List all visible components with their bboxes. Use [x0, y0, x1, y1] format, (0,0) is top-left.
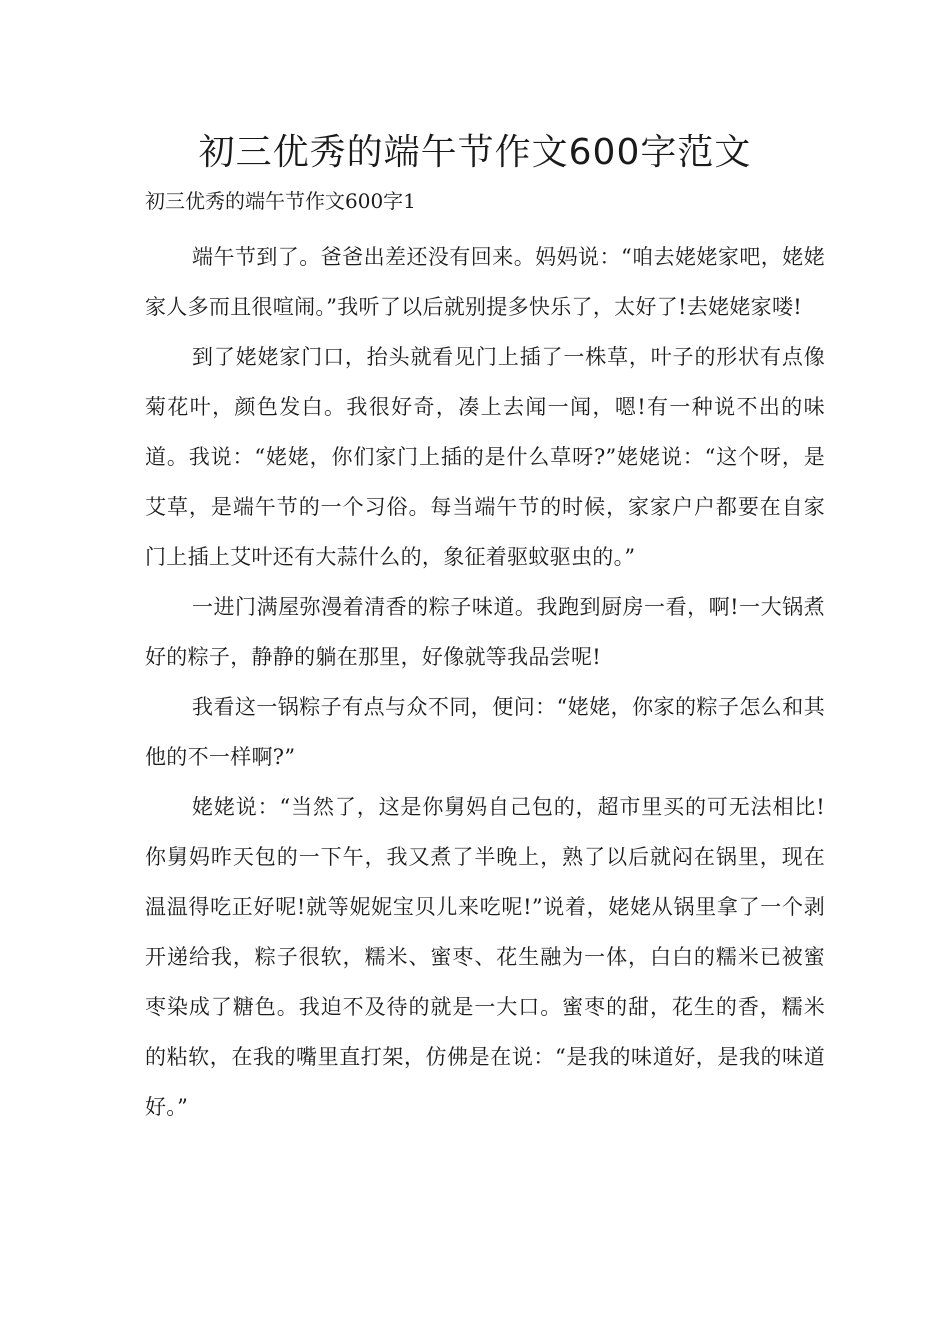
paragraph: 到了姥姥家门口，抬头就看见门上插了一株草，叶子的形状有点像菊花叶，颜色发白。我很好奇，凑上去闻一闻，嗯!有一种说不出的味道。我说：“姥姥，你们家门上插的是什么草呀?”姥姥说：“这个呀，是艾草，是端午节的一个习俗。每当端午节的时候，家家户户都要在自家门上插上艾叶还有大蒜什么的，象征着驱蚊驱虫的。” — [145, 345, 825, 569]
section-subtitle: 初三优秀的端午节作文600字1 — [145, 189, 416, 213]
document-title: 初三优秀的端午节作文600字范文 — [198, 132, 752, 173]
paragraph: 端午节到了。爸爸出差还没有回来。妈妈说：“咱去姥姥家吧，姥姥家人多而且很喧闹。”我听了以后就别提多快乐了，太好了!去姥姥家喽! — [145, 245, 825, 319]
paragraph: 姥姥说：“当然了，这是你舅妈自己包的，超市里买的可无法相比!你舅妈昨天包的一下午，我又煮了半晚上，熟了以后就闷在锅里，现在温温得吃正好呢!就等妮妮宝贝儿来吃呢!”说着，姥姥从锅里拿了一个剥开递给我，粽子很软，糯米、蜜枣、花生融为一体，白白的糯米已被蜜枣染成了糖色。我迫不及待的就是一大口。蜜枣的甜，花生的香，糯米的粘软，在我的嘴里直打架，仿佛是在说：“是我的味道好，是我的味道好。” — [145, 795, 825, 1119]
paragraph: 我看这一锅粽子有点与众不同，便问：“姥姥，你家的粽子怎么和其他的不一样啊?” — [145, 695, 825, 769]
essay-body — [145, 232, 825, 1132]
paragraph: 一进门满屋弥漫着清香的粽子味道。我跑到厨房一看，啊!一大锅煮好的粽子，静静的躺在那里，好像就等我品尝呢! — [145, 595, 825, 669]
